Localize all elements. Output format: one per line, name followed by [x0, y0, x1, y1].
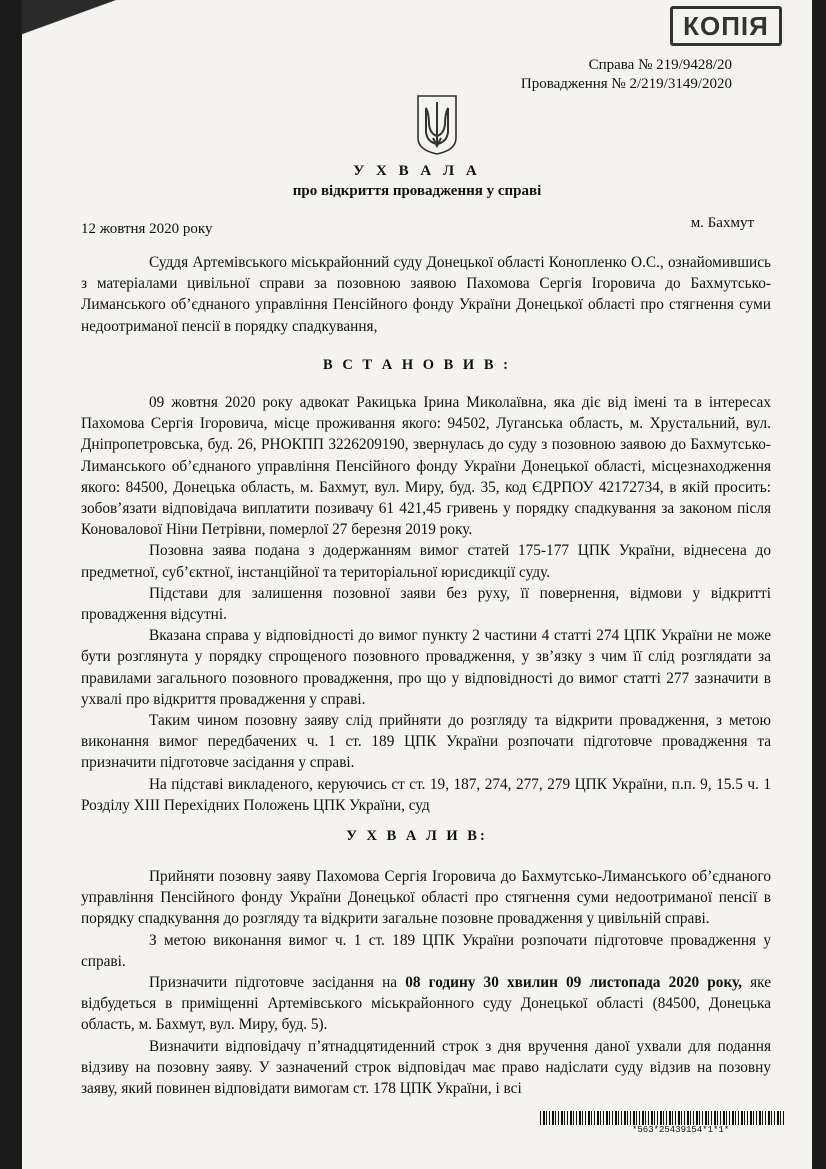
ruled-block — [81, 866, 771, 1099]
document-title: У Х В А Л А — [353, 163, 481, 179]
hearing-paragraph — [81, 972, 771, 1036]
intro-paragraph: Суддя Артемівського міськрайонний суду Донецької області Конопленко О.С., ознайомившись з матеріалами цивільної справи за позовною заявою Пахомова Сергія Ігоровича до Бахмутсько-Лиманського об’єднаного управління Пенсійного фонду України Донецької області про стягнення суми недоотриманої пенсії в порядку спадкування, — [81, 254, 771, 335]
copy-stamp: КОПІЯ — [670, 6, 782, 46]
document-page — [22, 0, 812, 1169]
established-paragraph: На підставі викладеного, керуючись ст ст. 19, 187, 274, 277, 279 ЦПК України, п.п. 9, 15.5 ч. 1 Розділу XIII Перехідних Положень ЦПК України, суд — [81, 775, 771, 814]
barcode-text: *563*25439154*1*1* — [632, 1125, 730, 1135]
barcode — [540, 1111, 785, 1125]
established-paragraph: 09 жовтня 2020 року адвокат Ракицька Ірина Миколаївна, яка діє від імені та в інтересах Пахомова Сергія Ігоровича, місце проживання якого: 94502, Луганська область, м. Хрустальний, вул. Дніпропетровська, буд. 26, РНОКПП 3226209190, звернулась до суду з позовною заявою до Бахмутсько-Лиманського об’єднаного управління Пенсійного фонду України Донецької області, місцезнаходження якого: 84500, Донецька область, м. Бахмут, вул. Миру, буд. 35, код ЄДРПОУ 42172734, в якій просить: зобов’язати відповідача виплатити позивачу 61 421,45 гривень у порядку спадкування за законом після Коновалової Ніни Петрівни, померлої 27 березня 2019 року. — [81, 394, 771, 539]
established-paragraph: Вказана справа у відповідності до вимог пункту 2 частини 4 статті 274 ЦПК України не може бути розглянута у порядку спрощеного позовного провадження, у зв’язку з чим її слід розглядати за правилами загального позовного провадження, про що у відповідності до вимог статті 277 зазначити в ухвалі про відкриття провадження у справі. — [81, 627, 771, 708]
established-paragraph: Підстави для залишення позовної заяви без руху, її повернення, відмови у відкритті провадження відсутні. — [81, 584, 771, 624]
case-numbers — [521, 56, 732, 94]
document-subtitle: про відкриття провадження у справі — [292, 183, 542, 199]
established-paragraph: Позовна заява подана з додержанням вимог статей 175-177 ЦПК України, віднесена до предметної, суб’єктної, інстанційної та територіальної юрисдикції суду. — [81, 542, 771, 581]
hearing-prefix: Призначити підготовче засідання на — [149, 974, 406, 992]
hearing-time: 08 годину 30 хвилин 09 листопада 2020 року, — [405, 974, 742, 992]
scan-shadow — [22, 0, 122, 60]
case-number: Справа № 219/9428/20 — [588, 57, 732, 73]
ruled-paragraph: З метою виконання вимог ч. 1 ст. 189 ЦПК України розпочати підготовче провадження у справі. — [81, 931, 771, 970]
established-paragraph: Таким чином позовну заяву слід прийняти до розгляду та відкрити провадження, з метою виконання вимог передбачених ч. 1 ст. 189 ЦПК України розпочати підготовче провадження та призначити підготовче засідання у справі. — [81, 712, 771, 772]
heading-ruled: У Х В А Л И В: — [346, 828, 488, 844]
response-paragraph: Визначити відповідачу п’ятнадцятиденний строк з дня вручення даної ухвали для подання відзиву на позовну заяву. У зазначений строк відповідач має право надіслати суду відзив на позовну заяву, який повинен відповідати вимогам ст. 178 ЦПК України, і всі — [81, 1037, 771, 1098]
hearing-suffix: яке відбудеться в приміщенні Артемівського міськрайонного суду Донецької області (84500, Донецька область, м. Бахмут, вул. Миру, буд. 5). — [81, 974, 772, 1034]
heading-established: В С Т А Н О В И В : — [323, 357, 511, 373]
trident-emblem-icon — [415, 94, 459, 156]
document-city: м. Бахмут — [690, 215, 754, 231]
ruled-paragraph: Прийняти позовну заяву Пахомова Сергія Ігоровича до Бахмутсько-Лиманського об’єднаного управління Пенсійного фонду України Донецької області про стягнення суми недоотриманої пенсії в порядку спадкування до розгляду та відкрити загальне позовне провадження у цивільній справі. — [81, 868, 771, 928]
intro-block — [81, 252, 771, 337]
established-block — [81, 392, 771, 816]
document-date: 12 жовтня 2020 року — [81, 221, 213, 237]
proceeding-number: Провадження № 2/219/3149/2020 — [520, 76, 732, 92]
